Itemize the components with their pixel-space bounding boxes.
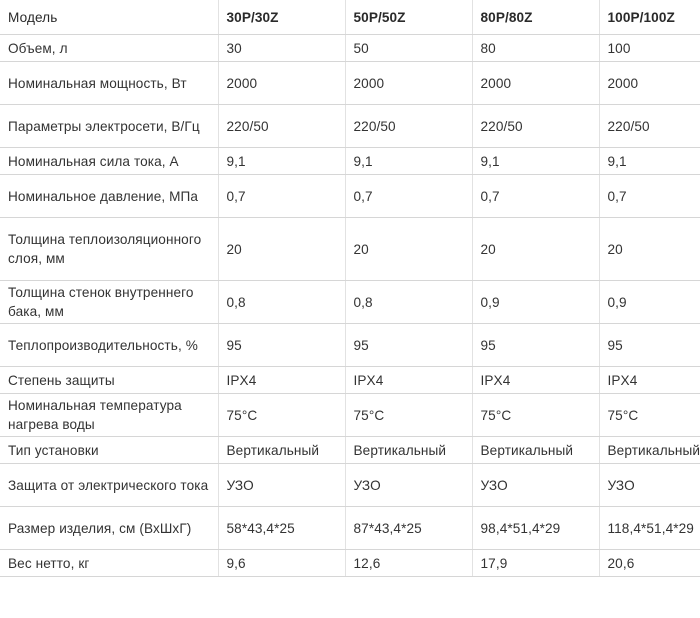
cell: 0,9 [472, 281, 599, 324]
table-row [0, 218, 700, 281]
cell: 95 [218, 324, 345, 367]
cell: IPX4 [599, 367, 700, 394]
row-label: Номинальная температура нагрева воды [0, 394, 218, 437]
cell: 0,8 [218, 281, 345, 324]
cell: УЗО [218, 464, 345, 507]
row-label: Теплопроизводительность, % [0, 324, 218, 367]
cell: 20 [599, 218, 700, 281]
table-row [0, 175, 700, 218]
cell: 9,6 [218, 550, 345, 577]
cell: Вертикальный [345, 437, 472, 464]
row-label: Объем, л [0, 35, 218, 62]
cell: Вертикальный [599, 437, 700, 464]
row-label: Номинальная сила тока, А [0, 148, 218, 175]
cell: 17,9 [472, 550, 599, 577]
cell: 75°C [599, 394, 700, 437]
cell: 50 [345, 35, 472, 62]
row-label: Тип установки [0, 437, 218, 464]
cell: УЗО [472, 464, 599, 507]
cell: Вертикальный [218, 437, 345, 464]
table-row [0, 324, 700, 367]
cell: 2000 [345, 62, 472, 105]
row-label: Защита от электрического тока [0, 464, 218, 507]
cell: 0,9 [599, 281, 700, 324]
row-label: Степень защиты [0, 367, 218, 394]
cell: 75°C [345, 394, 472, 437]
table-row [0, 464, 700, 507]
row-label: Номинальное давление, МПа [0, 175, 218, 218]
cell: 2000 [472, 62, 599, 105]
cell: 0,8 [345, 281, 472, 324]
cell: 87*43,4*25 [345, 507, 472, 550]
cell: 220/50 [472, 105, 599, 148]
table-row [0, 550, 700, 577]
cell: 220/50 [599, 105, 700, 148]
cell: 20 [218, 218, 345, 281]
cell: 9,1 [599, 148, 700, 175]
header-50: 50P/50Z [345, 0, 472, 35]
cell: 20,6 [599, 550, 700, 577]
cell: 58*43,4*25 [218, 507, 345, 550]
cell: 95 [599, 324, 700, 367]
cell: УЗО [599, 464, 700, 507]
cell: 2000 [218, 62, 345, 105]
cell: УЗО [345, 464, 472, 507]
cell: Вертикальный [472, 437, 599, 464]
cell: 80 [472, 35, 599, 62]
cell: 12,6 [345, 550, 472, 577]
table-row [0, 394, 700, 437]
table-row [0, 367, 700, 394]
table-row [0, 437, 700, 464]
row-label: Номинальная мощность, Вт [0, 62, 218, 105]
cell: 20 [472, 218, 599, 281]
cell: 75°C [472, 394, 599, 437]
cell: 2000 [599, 62, 700, 105]
cell: 75°C [218, 394, 345, 437]
table-row [0, 35, 700, 62]
cell: IPX4 [218, 367, 345, 394]
cell: 95 [345, 324, 472, 367]
table-row [0, 62, 700, 105]
cell: 118,4*51,4*29 [599, 507, 700, 550]
table-row [0, 148, 700, 175]
table-row [0, 105, 700, 148]
cell: 220/50 [218, 105, 345, 148]
cell: 20 [345, 218, 472, 281]
row-label: Параметры электросети, В/Гц [0, 105, 218, 148]
row-label: Толщина теплоизоляционного слоя, мм [0, 218, 218, 281]
cell: 220/50 [345, 105, 472, 148]
header-80: 80P/80Z [472, 0, 599, 35]
cell: 0,7 [218, 175, 345, 218]
header-model: Модель [0, 0, 218, 35]
table-row [0, 507, 700, 550]
cell: 0,7 [472, 175, 599, 218]
header-30: 30P/30Z [218, 0, 345, 35]
cell: 98,4*51,4*29 [472, 507, 599, 550]
cell: 95 [472, 324, 599, 367]
cell: 9,1 [218, 148, 345, 175]
cell: 30 [218, 35, 345, 62]
row-label: Вес нетто, кг [0, 550, 218, 577]
cell: 0,7 [345, 175, 472, 218]
cell: 100 [599, 35, 700, 62]
cell: 9,1 [345, 148, 472, 175]
row-label: Толщина стенок внутреннего бака, мм [0, 281, 218, 324]
table-header-row [0, 0, 700, 35]
cell: IPX4 [345, 367, 472, 394]
header-100: 100P/100Z [599, 0, 700, 35]
cell: 9,1 [472, 148, 599, 175]
cell: 0,7 [599, 175, 700, 218]
cell: IPX4 [472, 367, 599, 394]
table-row [0, 281, 700, 324]
row-label: Размер изделия, см (ВхШхГ) [0, 507, 218, 550]
